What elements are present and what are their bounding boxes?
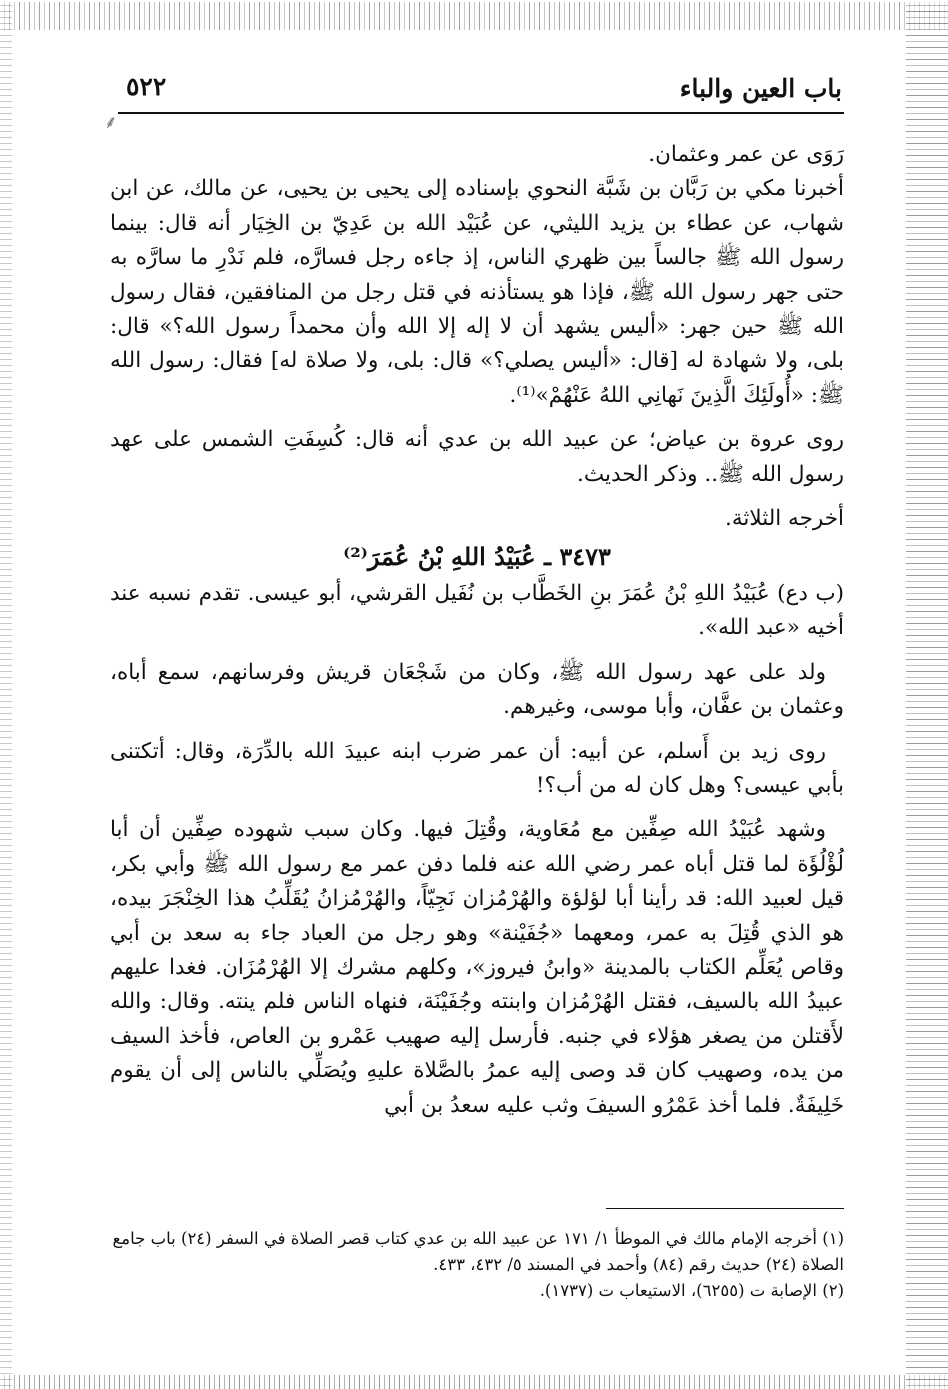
paragraph-lineage: (ب دع) عُبَيْدُ اللهِ بْنُ عُمَرَ بنِ الخَطَّاب بن نُفَيل القرشي، أبو عيسى. تقدم نسبه عند أخيه «عبد الله». bbox=[110, 580, 844, 641]
decorative-border-bottom bbox=[0, 1375, 948, 1389]
entry-number: ٣٤٧٣ ـ bbox=[543, 542, 611, 572]
entry-name: عُبَيْدُ اللهِ بْنُ عُمَرَ⁽²⁾ bbox=[343, 542, 536, 572]
paragraph-sources: أخرجه الثلاثة. bbox=[725, 506, 844, 532]
footnotes bbox=[100, 1226, 844, 1304]
entry-heading bbox=[110, 540, 844, 574]
decorative-border-top bbox=[0, 2, 948, 30]
decorative-border-left bbox=[0, 0, 12, 1389]
footnote-2: (٢) الإصابة ت (٦٢٥٥)، الاستيعاب ت (١٧٣٧). bbox=[539, 1281, 844, 1300]
paragraph-hadith: أخبرنا مكي بن رَبَّان بن شَبَّة النحوي بإسناده إلى يحيى بن يحيى، عن مالك، عن ابن شهاب، عن عطاء بن يزيد الليثي، عن عُبَيْد الله بن عَدِيّ بن الخِيَار أنه قال: بينما رسول الله ﷺ جالساً بين ظهري الناس، إذ جاءه رجل فسارَّه، فلم نَدْرِ ما سارَّه به حتى جهر رسول الله ﷺ، فإذا هو يستأذنه في قتل رجل من المنافقين، فقال رسول الله ﷺ حين جهر: «أليس يشهد أن لا إله إلا الله وأن محمداً رسول الله؟» قال: بلى، ولا شهادة له [قال: «أليس يصلي؟» قال: بلى، ولا صلاة له] فقال: رسول الله ﷺ: «أُولَئِكَ الَّذِينَ نَهانِي اللهُ عَنْهُمْ»⁽¹⁾. bbox=[110, 176, 844, 408]
paragraph-narrators: رَوَى عن عمر وعثمان. bbox=[648, 142, 844, 167]
paragraph-siffin: وشهد عُبَيْدُ الله صِفِّين مع مُعَاوية، وقُتِلَ فيها. وكان سبب شهوده صِفِّين أن أبا لُؤْلُؤَة لما قتل أباه عمر رضي الله عنه فلما دفن عمر مع رسول الله ﷺ وأبي بكر، قيل لعبيد الله: قد رأينا أبا لؤلؤة والهُرْمُزان نَجِيّاً، والهُرْمُزانُ يُقَلِّبُ هذا الخِنْجَرَ بيده، هو الذي قُتِلَ به عمر، ومعهما «جُفَيْنة» وهو رجل من العباد جاء به سعد بن أبي وقاص يُعَلِّم الكتاب بالمدينة «وابنُ فيروز»، وكلهم مشرك إلا الهُرْمُزَان. فغدا عليهم عبيدُ الله بالسيف، فقتل الهُرْمُزان وابنته وجُفَيْنَة، فنهاه الناس فلم ينته. وقال: والله لأَقتلن من يصغر هؤلاء في جنبه. فأرسل إليه صهيب عَمْرو بن العاص، فأخذ السيف من يده، وصهيب كان قد وصى إليه عمرُ بالصَّلاة عليهِ ويُصَلِّي بالناس إلى أن يقوم خَلِيفَةٌ. فلما أخذ عَمْرُو السيفَ وثب عليه سعدُ بن أبي bbox=[110, 817, 844, 1118]
chapter-title: باب العين والباء bbox=[679, 74, 842, 103]
footnote-rule bbox=[606, 1208, 844, 1209]
paragraph-eclipse: روى عروة بن عياض؛ عن عبيد الله بن عدي أنه قال: كُسِفَتِ الشمس على عهد رسول الله ﷺ.. وذكر الحديث. bbox=[110, 427, 844, 487]
paragraph-kunya: روى زيد بن أَسلم، عن أبيه: أن عمر ضرب ابنه عبيدَ الله بالدِّرَة، وقال: أتكتنى بأبي عيسى؟ وهل كان له من أب؟! bbox=[110, 738, 844, 798]
margin-mark: ⸙ bbox=[104, 112, 118, 133]
paragraph-birth: ولد على عهد رسول الله ﷺ، وكان من شَجْعَان قريش وفرسانهم، سمع أباه، وعثمان بن عفَّان، وأبا موسى، وغيرهم. bbox=[110, 659, 844, 720]
header-rule bbox=[118, 112, 844, 114]
footnote-1: (١) أخرجه الإمام مالك في الموطأ ١/ ١٧١ عن عبيد الله بن عدي كتاب قصر الصلاة في السفر (٢٤) باب جامع الصلاة (٢٤) حديث رقم (٨٤) وأحمد في المسند ٥/ ٤٣٢، ٤٣٣. bbox=[112, 1229, 844, 1274]
page-header bbox=[126, 74, 842, 110]
decorative-border-right bbox=[906, 0, 948, 1389]
page-number: ٥٢٢ bbox=[126, 72, 167, 101]
main-text bbox=[110, 138, 844, 1123]
